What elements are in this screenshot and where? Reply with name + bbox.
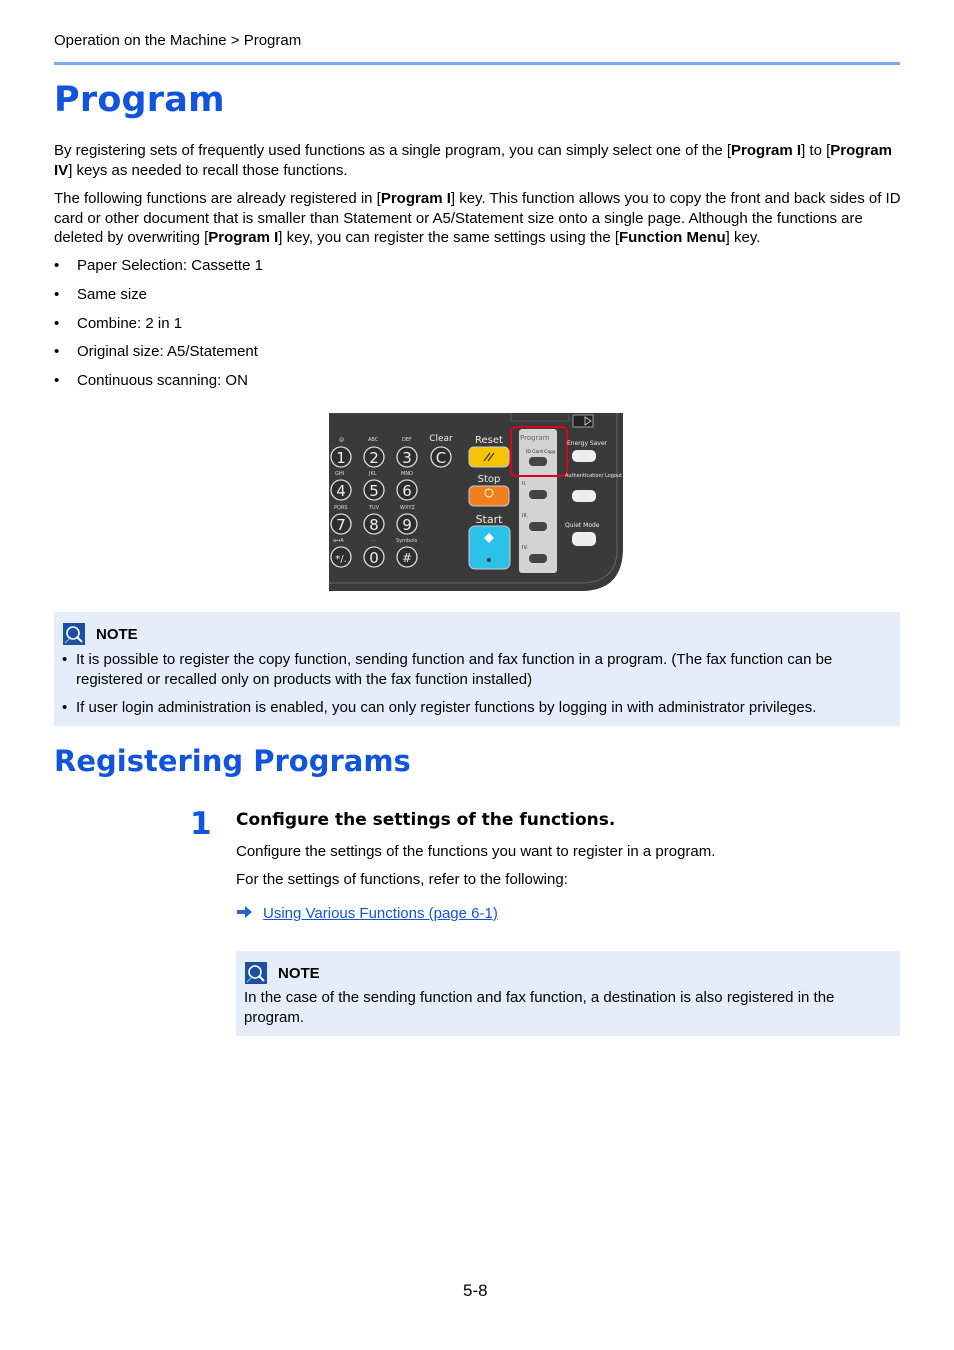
text-run: By registering sets of frequently used functions as a single program, you can simply select one of the [ — [54, 142, 732, 159]
arrow-right-icon — [236, 905, 253, 922]
note-box — [236, 951, 900, 1036]
note-text: In the case of the sending function and fax function, a destination is also registered in the program. — [244, 989, 835, 1026]
breadcrumb: Operation on the Machine > Program — [54, 32, 302, 49]
text-run: The following functions are already registered in [ — [54, 190, 381, 207]
key-letter-label: MNO — [401, 471, 413, 477]
page-number: 5-8 — [463, 1281, 488, 1300]
step-title: Configure the settings of the functions. — [236, 810, 616, 830]
program-label: Program — [520, 434, 550, 442]
list-item-text: Combine: 2 in 1 — [77, 314, 183, 332]
note-heading — [245, 962, 320, 984]
list-item-text: Same size — [77, 285, 148, 303]
key-3: 3 — [402, 449, 412, 467]
list-item: • Continuous scanning: ON — [54, 371, 263, 400]
quiet-mode-label: Quiet Mode — [565, 522, 600, 529]
list-item-text: Paper Selection: Cassette 1 — [77, 257, 263, 274]
step-number: 1 — [190, 806, 212, 842]
start-label: Start — [475, 513, 503, 526]
key-name: Program I — [380, 190, 451, 207]
key-6: 6 — [402, 482, 412, 500]
program-slot: II. — [522, 481, 527, 487]
key-letter-label: JKL — [369, 471, 377, 477]
key-2: 2 — [369, 449, 379, 467]
key-0: 0 — [369, 549, 379, 567]
reset-label: Reset — [475, 435, 503, 446]
text-run: ] to [ — [801, 142, 831, 159]
note-icon — [63, 623, 85, 645]
intro-paragraph-1 — [54, 141, 902, 180]
id-card-copy-label: ID Card Copy — [526, 450, 556, 455]
step-text: Configure the settings of the functions you want to register in a program. — [236, 843, 716, 860]
clear-label: Clear — [429, 434, 453, 444]
list-item: • Paper Selection: Cassette 1 — [54, 256, 263, 285]
reference-link-row — [236, 905, 498, 922]
key-9: 9 — [402, 516, 412, 534]
key-letter-label: a↔A — [333, 538, 344, 544]
energy-saver-label: Energy Saver — [567, 440, 608, 447]
note-heading-text: NOTE — [96, 625, 138, 643]
note-heading-text: NOTE — [278, 964, 320, 982]
step-text: For the settings of functions, refer to the following: — [236, 871, 568, 888]
note-box — [54, 612, 900, 726]
key-4: 4 — [336, 482, 346, 500]
note-item: • If user login administration is enabled, you can only register functions by logging in with administrator privileges. — [62, 699, 817, 716]
note-icon — [245, 962, 267, 984]
key-1: 1 — [336, 449, 346, 467]
key-letter-label: @ — [339, 437, 344, 443]
text-run: ] key. — [725, 229, 761, 246]
key-name: Program IV — [54, 142, 892, 179]
svg-text:#: # — [401, 551, 413, 565]
auth-logout-label: Authentication/ Logout — [565, 473, 623, 479]
key-7: 7 — [336, 516, 346, 534]
list-item: • Original size: A5/Statement — [54, 342, 263, 371]
text-run: ] key. This function allows you to copy the front and back sides of ID card or other document that is smaller than Statement or A5/Statement size onto a single page. Although the functions are deleted by overwriting [ — [54, 190, 901, 246]
note-item-text: If user login administration is enabled, you can only register functions by logging in with administrator privileges. — [76, 699, 817, 716]
list-item-text: Continuous scanning: ON — [77, 372, 248, 390]
key-letter-label: · · — [371, 538, 376, 544]
intro-paragraph-2 — [54, 189, 902, 248]
key-letter-label: ABC — [368, 437, 379, 443]
using-various-functions-link[interactable]: Using Various Functions (page 6-1) — [263, 905, 498, 922]
program-slot: III. — [522, 513, 529, 519]
key-letter-label: GHI — [335, 471, 345, 477]
svg-text:*/.: */. — [335, 554, 347, 565]
note-heading — [63, 623, 138, 645]
program-slot: IV. — [522, 545, 528, 551]
list-item: • Same size — [54, 285, 263, 314]
list-item-text: Original size: A5/Statement — [77, 343, 258, 361]
page-title: Program — [54, 80, 225, 120]
key-letter-label: Symbols — [396, 538, 418, 544]
list-item: • Combine: 2 in 1 — [54, 314, 263, 343]
key-letter-label: WXYZ — [400, 505, 415, 511]
section-title: Registering Programs — [54, 744, 411, 778]
key-letter-label: DEF — [402, 437, 412, 443]
note-item-text: It is possible to register the copy function, sending function and fax function in a program. (The fax function can be registered or recalled only on products with the fax function installed) — [76, 651, 833, 688]
key-letter-label: TUV — [369, 505, 380, 511]
key-5: 5 — [369, 482, 379, 500]
function-list — [54, 256, 263, 400]
key-name: Function Menu — [619, 229, 726, 246]
stop-label: Stop — [477, 474, 501, 485]
note-item: • It is possible to register the copy function, sending function and fax function in a program. (The fax function can be registered or recalled only on products with the fax function installed) — [62, 650, 892, 689]
text-run: ] keys as needed to recall those functions. — [68, 161, 348, 179]
header-rule — [54, 62, 900, 65]
start-key — [469, 526, 510, 569]
key-8: 8 — [369, 516, 379, 534]
key-letter-label: PQRS — [334, 505, 348, 511]
key-name: Program I — [731, 142, 802, 159]
svg-text:C: C — [435, 449, 447, 467]
operation-panel-illustration — [329, 413, 625, 597]
reset-key — [469, 447, 509, 467]
key-name: Program I — [208, 229, 279, 246]
text-run: ] key, you can register the same settings using the [ — [278, 229, 620, 246]
